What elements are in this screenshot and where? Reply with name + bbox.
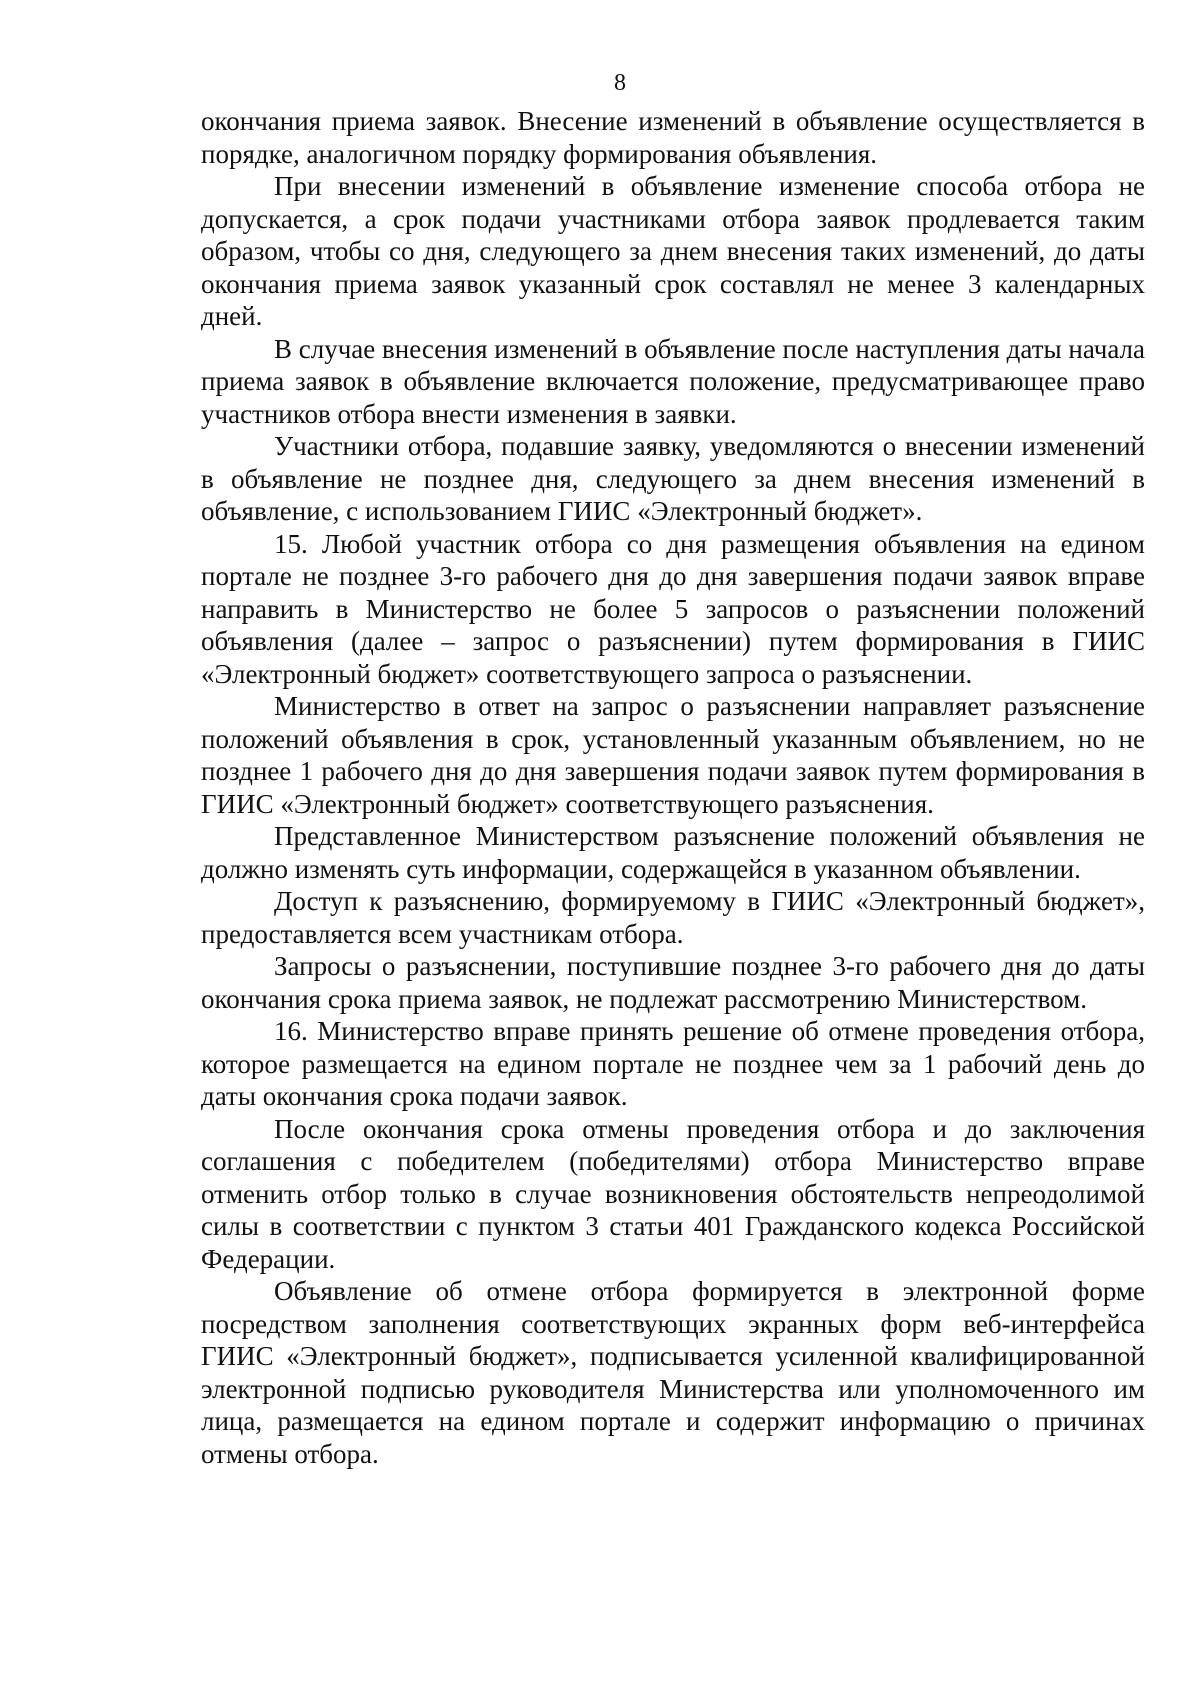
- paragraph: Представленное Министерством разъяснение положений объявления не должно изменять суть информации, содержащейся в указанном объявлении.: [201, 821, 1145, 884]
- paragraph: Запросы о разъяснении, поступившие позднее 3-го рабочего дня до даты окончания срока приема заявок, не подлежат рассмотрению Министерством.: [201, 951, 1145, 1014]
- paragraph: Министерство в ответ на запрос о разъяснении направляет разъяснение положений объявления в срок, установленный указанным объявлением, но не позднее 1 рабочего дня до дня завершения подачи заявок путем формирования в ГИИС «Электронный бюджет» соответствующего разъяснения.: [201, 691, 1145, 819]
- paragraph-item-16: 16. Министерство вправе принять решение об отмене проведения отбора, которое размещается на едином портале не позднее чем за 1 рабочий день до даты окончания срока подачи заявок.: [201, 1016, 1145, 1111]
- paragraph: После окончания срока отмены проведения отбора и до заключения соглашения с победителем (победителями) отбора Министерство вправе отменить отбор только в случае возникновения обстоятельств непреодолимой силы в соответствии с пунктом 3 статьи 401 Гражданского кодекса Российской Федерации.: [201, 1113, 1145, 1274]
- page-number: 8: [614, 70, 626, 96]
- paragraph: Участники отбора, подавшие заявку, уведомляются о внесении изменений в объявление не позднее дня, следующего за днем внесения изменений в объявление, с использованием ГИИС «Электронный бюджет».: [201, 431, 1145, 526]
- paragraph-item-15: 15. Любой участник отбора со дня размещения объявления на едином портале не позднее 3-го рабочего дня до дня завершения подачи заявок вправе направить в Министерство не более 5 запросов о разъяснении положений объявления (далее – запрос о разъяснении) путем формирования в ГИИС «Электронный бюджет» соответствующего запроса о разъяснении.: [201, 528, 1145, 689]
- paragraph: Объявление об отмене отбора формируется в электронной форме посредством заполнения соответствующих экранных форм веб-интерфейса ГИИС «Электронный бюджет», подписывается усиленной квалифицированной электронной подписью руководителя Министерства или уполномоченного им лица, размещается на едином портале и содержит информацию о причинах отмены отбора.: [201, 1276, 1145, 1469]
- paragraph: При внесении изменений в объявление изменение способа отбора не допускается, а срок подачи участниками отбора заявок продлевается таким образом, чтобы со дня, следующего за днем внесения таких изменений, до даты окончания приема заявок указанный срок составлял не менее 3 календарных дней.: [201, 171, 1145, 331]
- paragraph: Доступ к разъяснению, формируемому в ГИИС «Электронный бюджет», предоставляется всем участникам отбора.: [201, 886, 1145, 949]
- paragraph: окончания приема заявок. Внесение изменений в объявление осуществляется в порядке, аналогичном порядку формирования объявления.: [201, 106, 1145, 169]
- document-body: [201, 105, 1145, 1470]
- paragraph: В случае внесения изменений в объявление после наступления даты начала приема заявок в объявление включается положение, предусматривающее право участников отбора внести изменения в заявки.: [201, 333, 1145, 429]
